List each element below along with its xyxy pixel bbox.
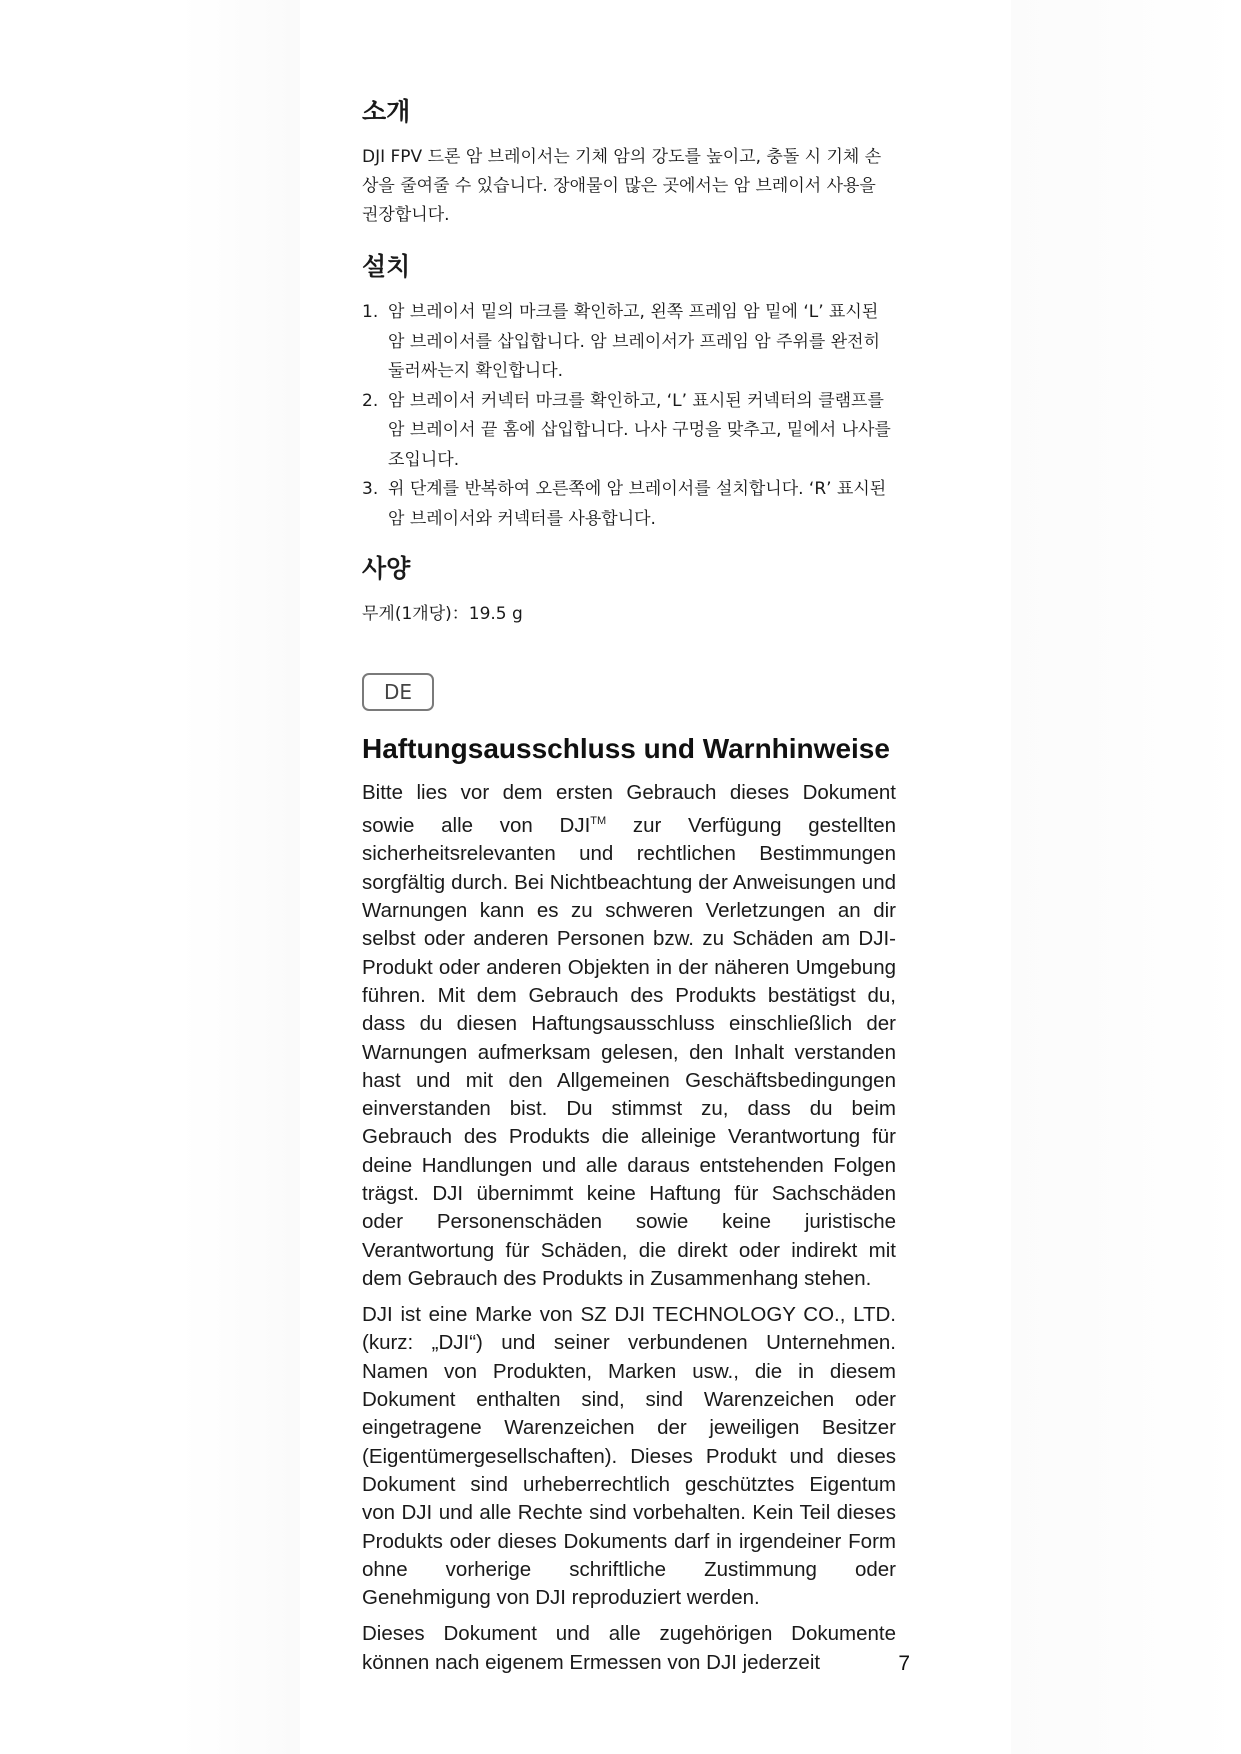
page-margin-right	[1011, 0, 1241, 1754]
step-text: 암 브레이서 커넥터 마크를 확인하고, ‘L’ 표시된 커넥터의 클램프를 암 브레이서 끝 홈에 삽입합니다. 나사 구멍을 맞추고, 밑에서 나사를 조입니다.	[388, 390, 891, 470]
install-heading: 설치	[362, 252, 411, 281]
trademark-mark: TM	[590, 815, 607, 828]
disclaimer-paragraph-1	[362, 779, 896, 1293]
page-margin-left	[0, 0, 300, 1754]
intro-text: DJI FPV 드론 암 브레이서는 기체 암의 강도를 높이고, 충돌 시 기체 손상을 줄여줄 수 있습니다. 장애물이 많은 곳에서는 암 브레이서 사용을 권장합니다.	[362, 147, 882, 225]
install-step	[362, 475, 896, 534]
spec-heading: 사양	[362, 554, 411, 583]
disclaimer-paragraph-3: Dieses Dokument und alle zugehörigen Dokumente können nach eigenem Ermessen von DJI jederzeit	[362, 1622, 896, 1674]
disclaimer-p1-end: zur Verfügung gestellten sicherheitsrelevanten und rechtlichen Bestimmungen sorgfältig durch. Bei Nichtbeachtung der Anweisungen und Warnungen kann es zu schweren Verletzungen an dir selbst oder anderen Personen bzw. zu Schäden am DJI-Produkt oder anderen Objekten in der näheren Umgebung führen. Mit dem Gebrauch des Produkts bestätigst du, dass du diesen Haftungsausschluss einschließlich der Warnungen aufmerksam gelesen, den Inhalt verstanden hast und mit den Allgemeinen Geschäftsbedingungen einverstanden bist. Du stimmst zu, dass du beim Gebrauch des Produkts die alleinige Verantwortung für deine Handlungen und alle daraus entstehenden Folgen trägst. DJI übernimmt keine Haftung für Sachschäden oder Personenschäden sowie keine juristische Verantwortung für Schäden, die direkt oder indirekt mit dem Gebrauch des Produkts in Zusammenhang stehen.	[362, 814, 896, 1290]
text-column	[362, 95, 896, 1685]
intro-heading: 소개	[362, 97, 411, 126]
step-text: 암 브레이서 밑의 마크를 확인하고, 왼쪽 프레임 암 밑에 ‘L’ 표시된 암 브레이서를 삽입합니다. 암 브레이서가 프레임 암 주위를 완전히 둘러싸는지 확인합니다.	[388, 302, 881, 381]
step-text: 위 단계를 반복하여 오른쪽에 암 브레이서를 설치합니다. ‘R’ 표시된 암 브레이서와 커넥터를 사용합니다.	[388, 479, 887, 529]
disclaimer-heading: Haftungsausschluss und Warnhinweise	[362, 733, 890, 764]
step-number: 2.	[362, 390, 379, 411]
page-number: 7	[898, 1652, 910, 1675]
install-step	[362, 298, 896, 387]
language-badge: DE	[362, 673, 434, 711]
disclaimer-p1-start: Bitte lies vor dem ersten Gebrauch dieses Dokument sowie alle von DJI	[362, 781, 896, 838]
disclaimer-paragraph-2: DJI ist eine Marke von SZ DJI TECHNOLOGY CO., LTD. (kurz: „DJI“) und seiner verbundenen Unternehmen. Namen von Produkten, Marken usw., die in diesem Dokument enthalten sind, sind Warenzeichen oder eingetragene Warenzeichen der jeweiligen Besitzer (Eigentümergesellschaften). Dieses Produkt und dieses Dokument sind urheberrechtlich geschütztes Eigentum von DJI und alle Rechte sind vorbehalten. Kein Teil dieses Produkts oder dieses Dokuments darf in irgendeiner Form ohne vorherige schriftliche Zustimmung oder Genehmigung von DJI reproduziert werden.	[362, 1303, 896, 1610]
spec-weight: 무게(1개당)：19.5 g	[362, 604, 523, 624]
step-number: 3.	[362, 479, 379, 499]
install-step	[362, 387, 896, 476]
install-steps	[362, 298, 896, 534]
step-number: 1.	[362, 302, 379, 322]
